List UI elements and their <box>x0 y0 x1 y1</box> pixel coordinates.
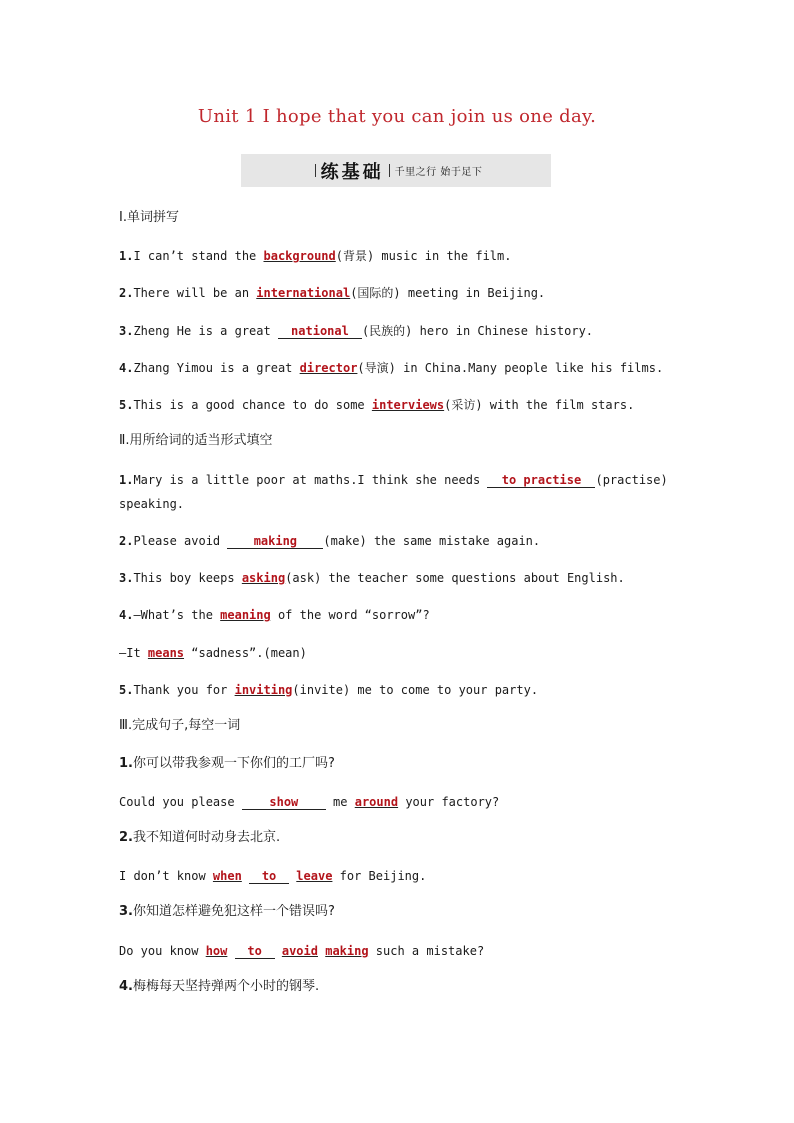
question-text: (导演) in China.Many people like his films. <box>357 361 664 375</box>
question-text: Mary is a little poor at maths.I think she needs <box>133 473 488 487</box>
answer-text: inviting <box>234 683 293 697</box>
question-text: —What’s the <box>133 608 221 622</box>
section-2-heading: Ⅱ.用所给词的适当形式填空 <box>119 433 273 448</box>
question-number: 4. <box>119 361 134 375</box>
question-number: 2. <box>119 534 134 548</box>
answer-text: avoid <box>281 944 318 958</box>
answer-text: asking <box>241 571 286 585</box>
question-number: 3. <box>119 904 133 919</box>
question-item <box>119 472 679 488</box>
answer-text: director <box>299 361 358 375</box>
question-number: 2. <box>119 286 134 300</box>
question-number: 4. <box>119 608 134 622</box>
question-text: Do you know <box>119 944 206 958</box>
answer-blank: show <box>242 795 326 810</box>
chinese-prompt <box>119 904 679 920</box>
question-text: I don’t know <box>119 869 213 883</box>
question-text: “sadness”.(mean) <box>184 646 307 660</box>
question-text: (采访) with the film stars. <box>444 398 635 412</box>
question-text: Thank you for <box>133 683 235 697</box>
question-text: Zheng He is a great <box>133 324 278 338</box>
question-number: 1. <box>119 249 134 263</box>
question-text: Could you please <box>119 795 242 809</box>
question-text: (ask) the teacher some questions about English. <box>285 571 625 585</box>
section-banner <box>241 154 551 187</box>
answer-text: means <box>147 646 185 660</box>
question-item <box>119 248 679 264</box>
answer-blank: national <box>278 324 362 339</box>
question-text: This is a good chance to do some <box>133 398 372 412</box>
question-text: I can’t stand the <box>133 249 264 263</box>
english-sentence <box>119 794 679 810</box>
question-item <box>119 607 679 623</box>
chinese-prompt <box>119 830 679 846</box>
question-number: 3. <box>119 571 134 585</box>
answer-text: how <box>205 944 228 958</box>
answer-text: around <box>354 795 399 809</box>
question-number: 5. <box>119 398 134 412</box>
question-number: 1. <box>119 756 133 771</box>
question-text: Please avoid <box>133 534 228 548</box>
answer-blank: to practise <box>487 473 595 488</box>
chinese-text: 你知道怎样避免犯这样一个错误吗? <box>132 904 335 919</box>
chinese-prompt <box>119 756 679 772</box>
answer-text: international <box>256 286 351 300</box>
page-title: Unit 1 I hope that you can join us one day. <box>197 106 597 127</box>
question-text: This boy keeps <box>133 571 242 585</box>
question-text: of the word “sorrow”? <box>270 608 430 622</box>
answer-text: leave <box>296 869 333 883</box>
question-text: (practise) <box>595 473 668 487</box>
question-text: your factory? <box>398 795 500 809</box>
question-item <box>119 285 679 301</box>
question-text: (国际的) meeting in Beijing. <box>350 286 546 300</box>
chinese-text: 梅梅每天坚持弹两个小时的钢琴. <box>132 979 320 994</box>
question-text: There will be an <box>133 286 257 300</box>
answer-blank: to <box>235 944 275 959</box>
banner-main-text: 练基础 <box>320 161 384 183</box>
question-text: me <box>325 795 355 809</box>
banner-divider <box>315 164 316 177</box>
answer-text: making <box>325 944 369 958</box>
question-text: such a mistake? <box>368 944 485 958</box>
question-item <box>119 360 679 376</box>
question-item <box>119 323 679 339</box>
banner-sub-text: 千里之行 始于足下 <box>394 167 483 178</box>
answer-text: when <box>212 869 242 883</box>
question-text: for Beijing. <box>332 869 427 883</box>
answer-text: meaning <box>220 608 271 622</box>
banner-divider <box>389 164 390 177</box>
english-sentence <box>119 868 679 884</box>
question-text: (invite) me to come to your party. <box>292 683 539 697</box>
question-number: 3. <box>119 324 134 338</box>
question-text: (背景) music in the film. <box>335 249 512 263</box>
section-3-heading: Ⅲ.完成句子,每空一词 <box>119 718 241 733</box>
question-item <box>119 533 679 549</box>
answer-text: background <box>263 249 336 263</box>
question-number: 2. <box>119 830 133 845</box>
question-item <box>119 645 679 661</box>
chinese-text: 你可以带我参观一下你们的工厂吗? <box>132 756 335 771</box>
answer-blank: to <box>249 869 289 884</box>
question-text: —It <box>119 646 148 660</box>
question-item <box>119 682 679 698</box>
question-item <box>119 570 679 586</box>
question-number: 1. <box>119 473 134 487</box>
question-continuation: speaking. <box>119 497 185 511</box>
english-sentence <box>119 943 679 959</box>
question-text: (make) the same mistake again. <box>323 534 541 548</box>
question-number: 5. <box>119 683 134 697</box>
answer-blank: making <box>227 534 323 549</box>
question-text: Zhang Yimou is a great <box>133 361 300 375</box>
chinese-text: 我不知道何时动身去北京. <box>132 830 281 845</box>
section-1-heading: Ⅰ.单词拼写 <box>119 210 179 225</box>
question-item <box>119 397 679 413</box>
chinese-prompt <box>119 979 679 995</box>
question-number: 4. <box>119 979 133 994</box>
answer-text: interviews <box>371 398 445 412</box>
question-text: (民族的) hero in Chinese history. <box>361 324 594 338</box>
